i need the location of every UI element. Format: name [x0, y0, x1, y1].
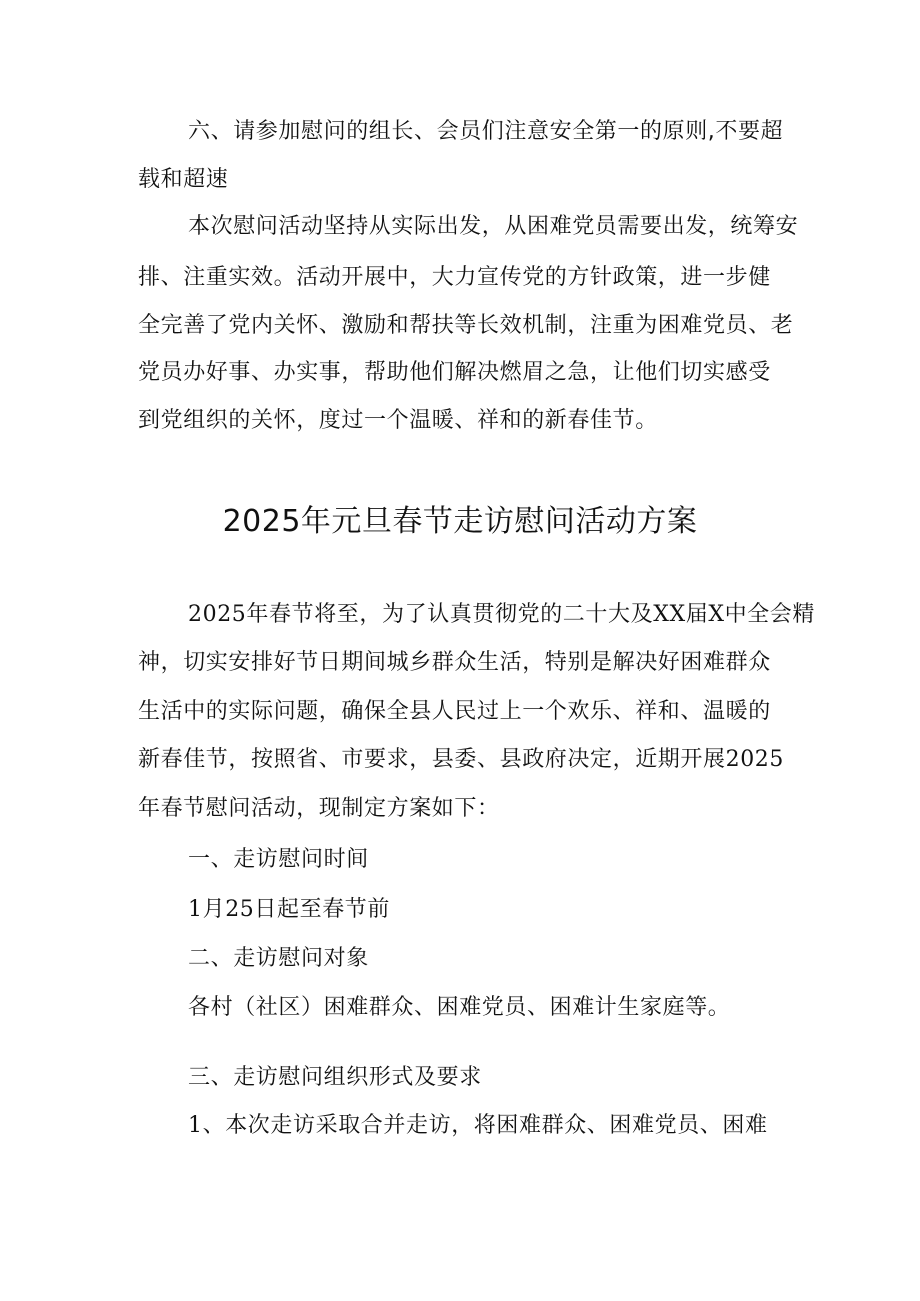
document-title: 2025年元旦春节走访慰问活动方案 — [222, 504, 698, 539]
summary-line-1: 本次慰问活动坚持从实际出发，从困难党员需要出发，统筹安 — [188, 214, 799, 239]
section-one-text: 1月25日起至春节前 — [188, 897, 390, 922]
intro-line-5: 年春节慰问活动，现制定方案如下： — [138, 796, 500, 821]
section-two-text: 各村（社区）困难群众、困难党员、困难计生家庭等。 — [188, 995, 731, 1020]
section-three-item1: 1、本次走访采取合并走访，将困难群众、困难党员、困难 — [188, 1113, 768, 1138]
section-two-heading: 二、走访慰问对象 — [188, 946, 369, 971]
summary-line-5: 到党组织的关怀，度过一个温暖、祥和的新春佳节。 — [138, 408, 658, 433]
intro-line-3: 生活中的实际问题，确保全县人民过上一个欢乐、祥和、温暖的 — [138, 699, 771, 724]
intro-line-2: 神，切实安排好节日期间城乡群众生活，特别是解决好困难群众 — [138, 650, 771, 675]
section-six-heading-line1: 六、请参加慰问的组长、会员们注意安全第一的原则,不要超 — [188, 119, 784, 144]
section-three-heading: 三、走访慰问组织形式及要求 — [188, 1065, 482, 1090]
summary-line-2: 排、注重实效。活动开展中，大力宣传党的方针政策，进一步健 — [138, 265, 771, 290]
summary-line-3: 全完善了党内关怀、激励和帮扶等长效机制，注重为困难党员、老 — [138, 313, 794, 338]
section-one-heading: 一、走访慰问时间 — [188, 847, 369, 872]
intro-line-1: 2025年春节将至，为了认真贯彻党的二十大及XX届X中全会精 — [188, 602, 815, 627]
section-six-heading-line2: 载和超速 — [138, 167, 229, 192]
intro-line-4: 新春佳节，按照省、市要求，县委、县政府决定，近期开展2025 — [138, 747, 784, 772]
summary-line-4: 党员办好事、办实事，帮助他们解决燃眉之急，让他们切实感受 — [138, 360, 771, 385]
